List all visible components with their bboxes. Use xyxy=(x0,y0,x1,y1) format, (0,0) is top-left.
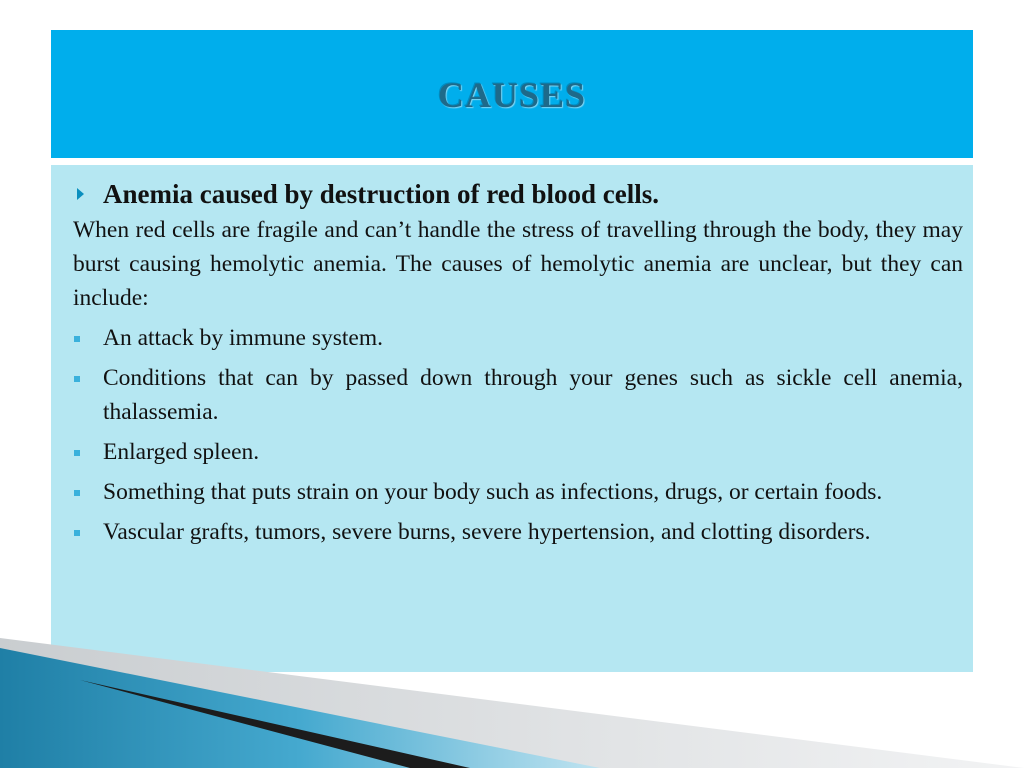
slide-title: CAUSES xyxy=(437,75,587,115)
list-item xyxy=(73,475,963,509)
list-item xyxy=(73,515,963,549)
content-text xyxy=(73,177,963,549)
list-item xyxy=(73,321,963,355)
decorative-swoosh xyxy=(0,638,1024,768)
list-item xyxy=(73,361,963,429)
list-item-text: Conditions that can by passed down through your genes such as sickle cell anemia, thalassemia. xyxy=(103,365,963,425)
list-item-text: Vascular grafts, tumors, severe burns, severe hypertension, and clotting disorders. xyxy=(103,519,871,545)
list-item-text: Something that puts strain on your body such as infections, drugs, or certain foods. xyxy=(103,479,883,505)
title-bar xyxy=(51,30,973,158)
heading-row xyxy=(73,177,963,211)
square-bullet-icon xyxy=(74,490,80,496)
section-heading: Anemia caused by destruction of red blood cells. xyxy=(103,179,660,209)
square-bullet-icon xyxy=(74,530,80,536)
triangle-arrow-icon xyxy=(77,188,84,200)
square-bullet-icon xyxy=(74,336,80,342)
list-item xyxy=(73,435,963,469)
content-box xyxy=(51,165,973,672)
square-bullet-icon xyxy=(74,376,80,382)
causes-list xyxy=(73,321,963,549)
intro-paragraph: When red cells are fragile and can’t handle the stress of travelling through the body, they may burst causing hemolytic anemia. The causes of hemolytic anemia are unclear, but they can include: xyxy=(73,217,963,311)
list-item-text: An attack by immune system. xyxy=(103,325,383,351)
square-bullet-icon xyxy=(74,450,80,456)
list-item-text: Enlarged spleen. xyxy=(103,439,260,465)
